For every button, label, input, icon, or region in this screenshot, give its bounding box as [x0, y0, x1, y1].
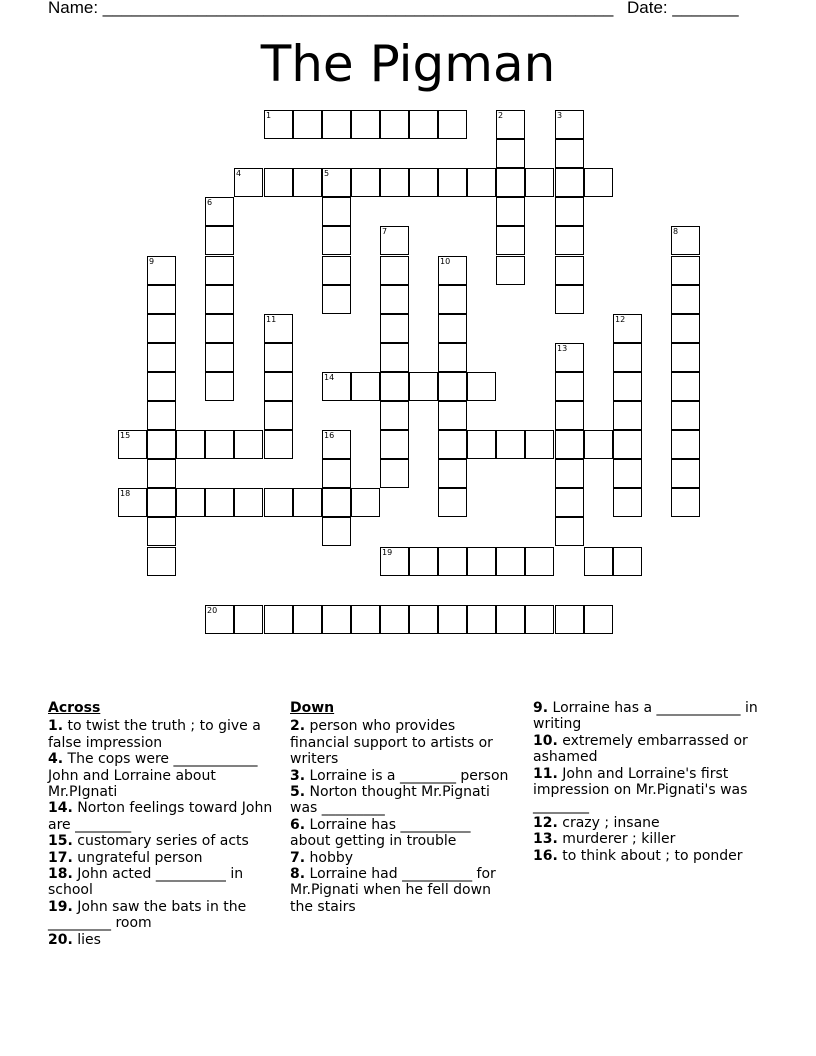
clue-item: [290, 768, 512, 784]
clue-number: 16.: [533, 847, 558, 864]
grid-cell[interactable]: [351, 110, 380, 139]
grid-cell[interactable]: [118, 488, 147, 517]
grid-cell[interactable]: [613, 488, 642, 517]
clue-item: [48, 751, 274, 800]
grid-cell[interactable]: [438, 110, 467, 139]
grid-cell[interactable]: [205, 605, 234, 634]
clue-text: Lorraine had __________ for Mr.Pignati when he fell down the stairs: [290, 866, 496, 915]
clue-number: 5: [324, 169, 330, 178]
clue-number: 13.: [533, 831, 558, 848]
grid-cell[interactable]: [205, 488, 234, 517]
grid-cell[interactable]: [351, 168, 380, 197]
clue-number: 1.: [48, 718, 64, 735]
grid-cell[interactable]: [438, 605, 467, 634]
clue-item: [533, 831, 767, 847]
clues-column-1: [48, 700, 274, 948]
grid-cell[interactable]: [438, 285, 467, 314]
clue-text: customary series of acts: [72, 833, 249, 850]
grid-cell[interactable]: [147, 256, 176, 285]
grid-cell[interactable]: [555, 285, 584, 314]
grid-cell[interactable]: [496, 110, 525, 139]
clue-number: 16: [324, 431, 335, 440]
grid-cell[interactable]: [671, 226, 700, 255]
clue-number: 4: [236, 169, 242, 178]
grid-cell[interactable]: [613, 343, 642, 372]
grid-cell[interactable]: [205, 372, 234, 401]
puzzle-title: The Pigman: [260, 35, 556, 93]
grid-cell[interactable]: [380, 605, 409, 634]
clue-number: 6.: [290, 816, 306, 833]
clue-number: 3: [557, 111, 563, 120]
grid-cell[interactable]: [438, 430, 467, 459]
grid-cell[interactable]: [293, 488, 322, 517]
grid-cell[interactable]: [613, 459, 642, 488]
clue-item: [48, 899, 274, 932]
clue-item: [533, 733, 767, 766]
clue-text: extremely embarrassed or ashamed: [533, 732, 748, 766]
grid-cell[interactable]: [409, 168, 438, 197]
grid-cell[interactable]: [555, 459, 584, 488]
grid-cell[interactable]: [380, 168, 409, 197]
clue-text: John saw the bats in the _________ room: [48, 898, 247, 932]
grid-cell[interactable]: [555, 372, 584, 401]
grid-cell[interactable]: [671, 488, 700, 517]
grid-cell[interactable]: [205, 256, 234, 285]
grid-cell[interactable]: [613, 430, 642, 459]
grid-cell[interactable]: [555, 401, 584, 430]
grid-cell[interactable]: [496, 256, 525, 285]
clue-text: John and Lorraine's first impression on Mr.Pignati's was ________: [533, 765, 748, 815]
grid-cell[interactable]: [671, 401, 700, 430]
grid-cell[interactable]: [147, 459, 176, 488]
grid-cell[interactable]: [555, 605, 584, 634]
clue-text: to twist the truth ; to give a false impression: [48, 718, 261, 751]
grid-cell[interactable]: [555, 168, 584, 197]
clue-item: [290, 784, 512, 817]
clue-number: 9: [149, 257, 155, 266]
clue-number: 12: [615, 315, 626, 324]
grid-cell[interactable]: [438, 459, 467, 488]
grid-cell[interactable]: [555, 343, 584, 372]
grid-cell[interactable]: [438, 168, 467, 197]
grid-cell[interactable]: [438, 343, 467, 372]
grid-cell[interactable]: [322, 285, 351, 314]
clue-number: 2: [498, 111, 504, 120]
grid-cell[interactable]: [467, 372, 496, 401]
grid-cell[interactable]: [584, 168, 613, 197]
grid-cell[interactable]: [496, 139, 525, 168]
grid-cell[interactable]: [118, 430, 147, 459]
clue-number: 10.: [533, 732, 558, 749]
clue-text: murderer ; killer: [557, 831, 676, 848]
grid-cell[interactable]: [205, 430, 234, 459]
clue-number: 7: [382, 227, 388, 236]
grid-cell[interactable]: [380, 401, 409, 430]
grid-cell[interactable]: [322, 226, 351, 255]
clue-text: hobby: [305, 849, 354, 866]
clue-item: [290, 866, 512, 915]
clue-text: Norton feelings toward John are ________: [48, 800, 273, 833]
grid-cell[interactable]: [176, 488, 205, 517]
clue-number: 10: [440, 257, 451, 266]
clue-text: Lorraine has __________ about getting in trouble: [290, 816, 471, 850]
clue-text: The cops were ____________ John and Lorraine about Mr.PIgnati: [48, 751, 258, 801]
clue-text: Lorraine has a ____________ in writing: [533, 700, 758, 733]
clue-number: 19.: [48, 898, 73, 915]
grid-cell[interactable]: [322, 372, 351, 401]
clue-item: [533, 700, 767, 733]
clue-number: 5.: [290, 784, 306, 801]
grid-cell[interactable]: [351, 372, 380, 401]
grid-cell[interactable]: [584, 430, 613, 459]
grid-cell[interactable]: [380, 430, 409, 459]
grid-cell[interactable]: [205, 197, 234, 226]
grid-cell[interactable]: [613, 401, 642, 430]
grid-cell[interactable]: [438, 401, 467, 430]
grid-cell[interactable]: [147, 430, 176, 459]
grid-cell[interactable]: [613, 372, 642, 401]
clue-number: 20: [207, 606, 218, 615]
grid-cell[interactable]: [264, 605, 293, 634]
down-heading: Down: [290, 700, 335, 716]
grid-cell[interactable]: [555, 226, 584, 255]
grid-cell[interactable]: [234, 605, 263, 634]
clue-item: [48, 833, 274, 849]
clue-item: [290, 718, 512, 767]
clue-number: 15: [120, 431, 131, 440]
grid-cell[interactable]: [409, 547, 438, 576]
clue-text: crazy ; insane: [557, 814, 660, 831]
name-field-label: Name: ______________________________________________________: [48, 0, 614, 17]
grid-cell[interactable]: [438, 256, 467, 285]
grid-cell[interactable]: [467, 168, 496, 197]
grid-cell[interactable]: [322, 488, 351, 517]
grid-cell[interactable]: [671, 285, 700, 314]
grid-cell[interactable]: [671, 372, 700, 401]
grid-cell[interactable]: [322, 459, 351, 488]
clue-item: [48, 932, 274, 948]
grid-cell[interactable]: [234, 168, 263, 197]
date-field-label: Date: _______: [627, 0, 739, 17]
grid-cell[interactable]: [264, 430, 293, 459]
grid-cell[interactable]: [409, 605, 438, 634]
grid-cell[interactable]: [584, 605, 613, 634]
grid-cell[interactable]: [322, 256, 351, 285]
grid-cell[interactable]: [496, 197, 525, 226]
clue-number: 18: [120, 489, 131, 498]
grid-cell[interactable]: [264, 372, 293, 401]
grid-cell[interactable]: [147, 372, 176, 401]
grid-cell[interactable]: [147, 517, 176, 546]
grid-cell[interactable]: [467, 605, 496, 634]
grid-cell[interactable]: [671, 459, 700, 488]
grid-cell[interactable]: [293, 110, 322, 139]
grid-cell[interactable]: [380, 314, 409, 343]
grid-cell[interactable]: [380, 547, 409, 576]
clue-item: [533, 815, 767, 831]
clue-item: [290, 850, 512, 866]
grid-cell[interactable]: [555, 110, 584, 139]
clue-number: 20.: [48, 931, 73, 948]
clue-number: 3.: [290, 767, 306, 784]
clue-item: [48, 800, 274, 833]
clue-number: 4.: [48, 751, 64, 768]
grid-cell[interactable]: [351, 605, 380, 634]
clue-item: [48, 850, 274, 866]
grid-cell[interactable]: [438, 547, 467, 576]
grid-cell[interactable]: [264, 314, 293, 343]
clue-item: [533, 848, 767, 864]
clues-column-2: [290, 700, 512, 915]
grid-cell[interactable]: [147, 401, 176, 430]
grid-cell[interactable]: [380, 459, 409, 488]
clue-number: 1: [266, 111, 272, 120]
grid-cell[interactable]: [584, 547, 613, 576]
grid-cell[interactable]: [264, 401, 293, 430]
grid-cell[interactable]: [322, 110, 351, 139]
grid-cell[interactable]: [147, 343, 176, 372]
clue-text: ungrateful person: [72, 849, 203, 866]
grid-cell[interactable]: [496, 226, 525, 255]
clue-number: 17.: [48, 849, 73, 866]
clue-text: John acted __________ in school: [48, 866, 244, 899]
clue-item: [48, 718, 274, 751]
grid-cell[interactable]: [147, 547, 176, 576]
clue-number: 14.: [48, 800, 73, 817]
grid-cell[interactable]: [671, 256, 700, 285]
clue-number: 8: [673, 227, 679, 236]
grid-cell[interactable]: [496, 605, 525, 634]
grid-cell[interactable]: [555, 256, 584, 285]
grid-cell[interactable]: [555, 517, 584, 546]
grid-cell[interactable]: [496, 547, 525, 576]
grid-cell[interactable]: [525, 168, 554, 197]
grid-cell[interactable]: [147, 314, 176, 343]
grid-cell[interactable]: [671, 314, 700, 343]
grid-cell[interactable]: [380, 110, 409, 139]
grid-cell[interactable]: [322, 168, 351, 197]
grid-cell[interactable]: [322, 605, 351, 634]
clue-text: Lorraine is a ________ person: [305, 767, 509, 784]
grid-cell[interactable]: [322, 517, 351, 546]
grid-cell[interactable]: [205, 285, 234, 314]
clue-number: 7.: [290, 849, 306, 866]
grid-cell[interactable]: [438, 314, 467, 343]
grid-cell[interactable]: [555, 430, 584, 459]
grid-cell[interactable]: [264, 488, 293, 517]
grid-cell[interactable]: [613, 547, 642, 576]
grid-cell[interactable]: [555, 139, 584, 168]
clue-number: 19: [382, 548, 393, 557]
grid-cell[interactable]: [496, 430, 525, 459]
across-clue-list: [48, 718, 274, 948]
clue-text: person who provides financial support to artists or writers: [290, 718, 493, 768]
grid-cell[interactable]: [293, 168, 322, 197]
grid-cell[interactable]: [380, 285, 409, 314]
clue-number: 2.: [290, 718, 306, 735]
grid-cell[interactable]: [438, 372, 467, 401]
grid-cell[interactable]: [380, 372, 409, 401]
clue-number: 18.: [48, 866, 73, 883]
grid-cell[interactable]: [467, 547, 496, 576]
clue-text: lies: [72, 931, 101, 948]
clue-number: 14: [324, 373, 335, 382]
grid-cell[interactable]: [322, 430, 351, 459]
clue-number: 6: [207, 198, 213, 207]
clue-item: [48, 866, 274, 899]
grid-cell[interactable]: [409, 110, 438, 139]
grid-cell[interactable]: [496, 168, 525, 197]
grid-cell[interactable]: [234, 488, 263, 517]
grid-cell[interactable]: [176, 430, 205, 459]
grid-cell[interactable]: [264, 343, 293, 372]
clue-number: 12.: [533, 814, 558, 831]
clue-number: 11.: [533, 765, 558, 782]
grid-cell[interactable]: [525, 430, 554, 459]
grid-cell[interactable]: [147, 285, 176, 314]
clue-number: 11: [266, 315, 277, 324]
clue-item: [290, 817, 512, 850]
down-clue-list-continued: [533, 700, 767, 864]
clue-number: 8.: [290, 866, 306, 883]
grid-cell[interactable]: [555, 488, 584, 517]
grid-cell[interactable]: [147, 488, 176, 517]
grid-cell[interactable]: [234, 430, 263, 459]
grid-cell[interactable]: [438, 488, 467, 517]
down-clue-list: [290, 718, 512, 915]
grid-cell[interactable]: [380, 343, 409, 372]
grid-cell[interactable]: [380, 256, 409, 285]
grid-cell[interactable]: [525, 605, 554, 634]
across-heading: Across: [48, 700, 101, 716]
clue-number: 13: [557, 344, 568, 353]
grid-cell[interactable]: [264, 110, 293, 139]
clues-column-3: [533, 700, 767, 864]
grid-cell[interactable]: [264, 168, 293, 197]
grid-cell[interactable]: [671, 343, 700, 372]
clue-item: [533, 766, 767, 815]
clue-number: 15.: [48, 833, 73, 850]
grid-cell[interactable]: [322, 197, 351, 226]
grid-cell[interactable]: [380, 226, 409, 255]
grid-cell[interactable]: [671, 430, 700, 459]
grid-cell[interactable]: [613, 314, 642, 343]
grid-cell[interactable]: [351, 488, 380, 517]
clue-text: to think about ; to ponder: [557, 847, 743, 864]
grid-cell[interactable]: [205, 226, 234, 255]
grid-cell[interactable]: [555, 197, 584, 226]
grid-cell[interactable]: [525, 547, 554, 576]
grid-cell[interactable]: [205, 314, 234, 343]
clue-text: Norton thought Mr.Pignati was _________: [290, 784, 490, 817]
grid-cell[interactable]: [467, 430, 496, 459]
grid-cell[interactable]: [409, 372, 438, 401]
grid-cell[interactable]: [293, 605, 322, 634]
grid-cell[interactable]: [205, 343, 234, 372]
clue-number: 9.: [533, 700, 549, 716]
